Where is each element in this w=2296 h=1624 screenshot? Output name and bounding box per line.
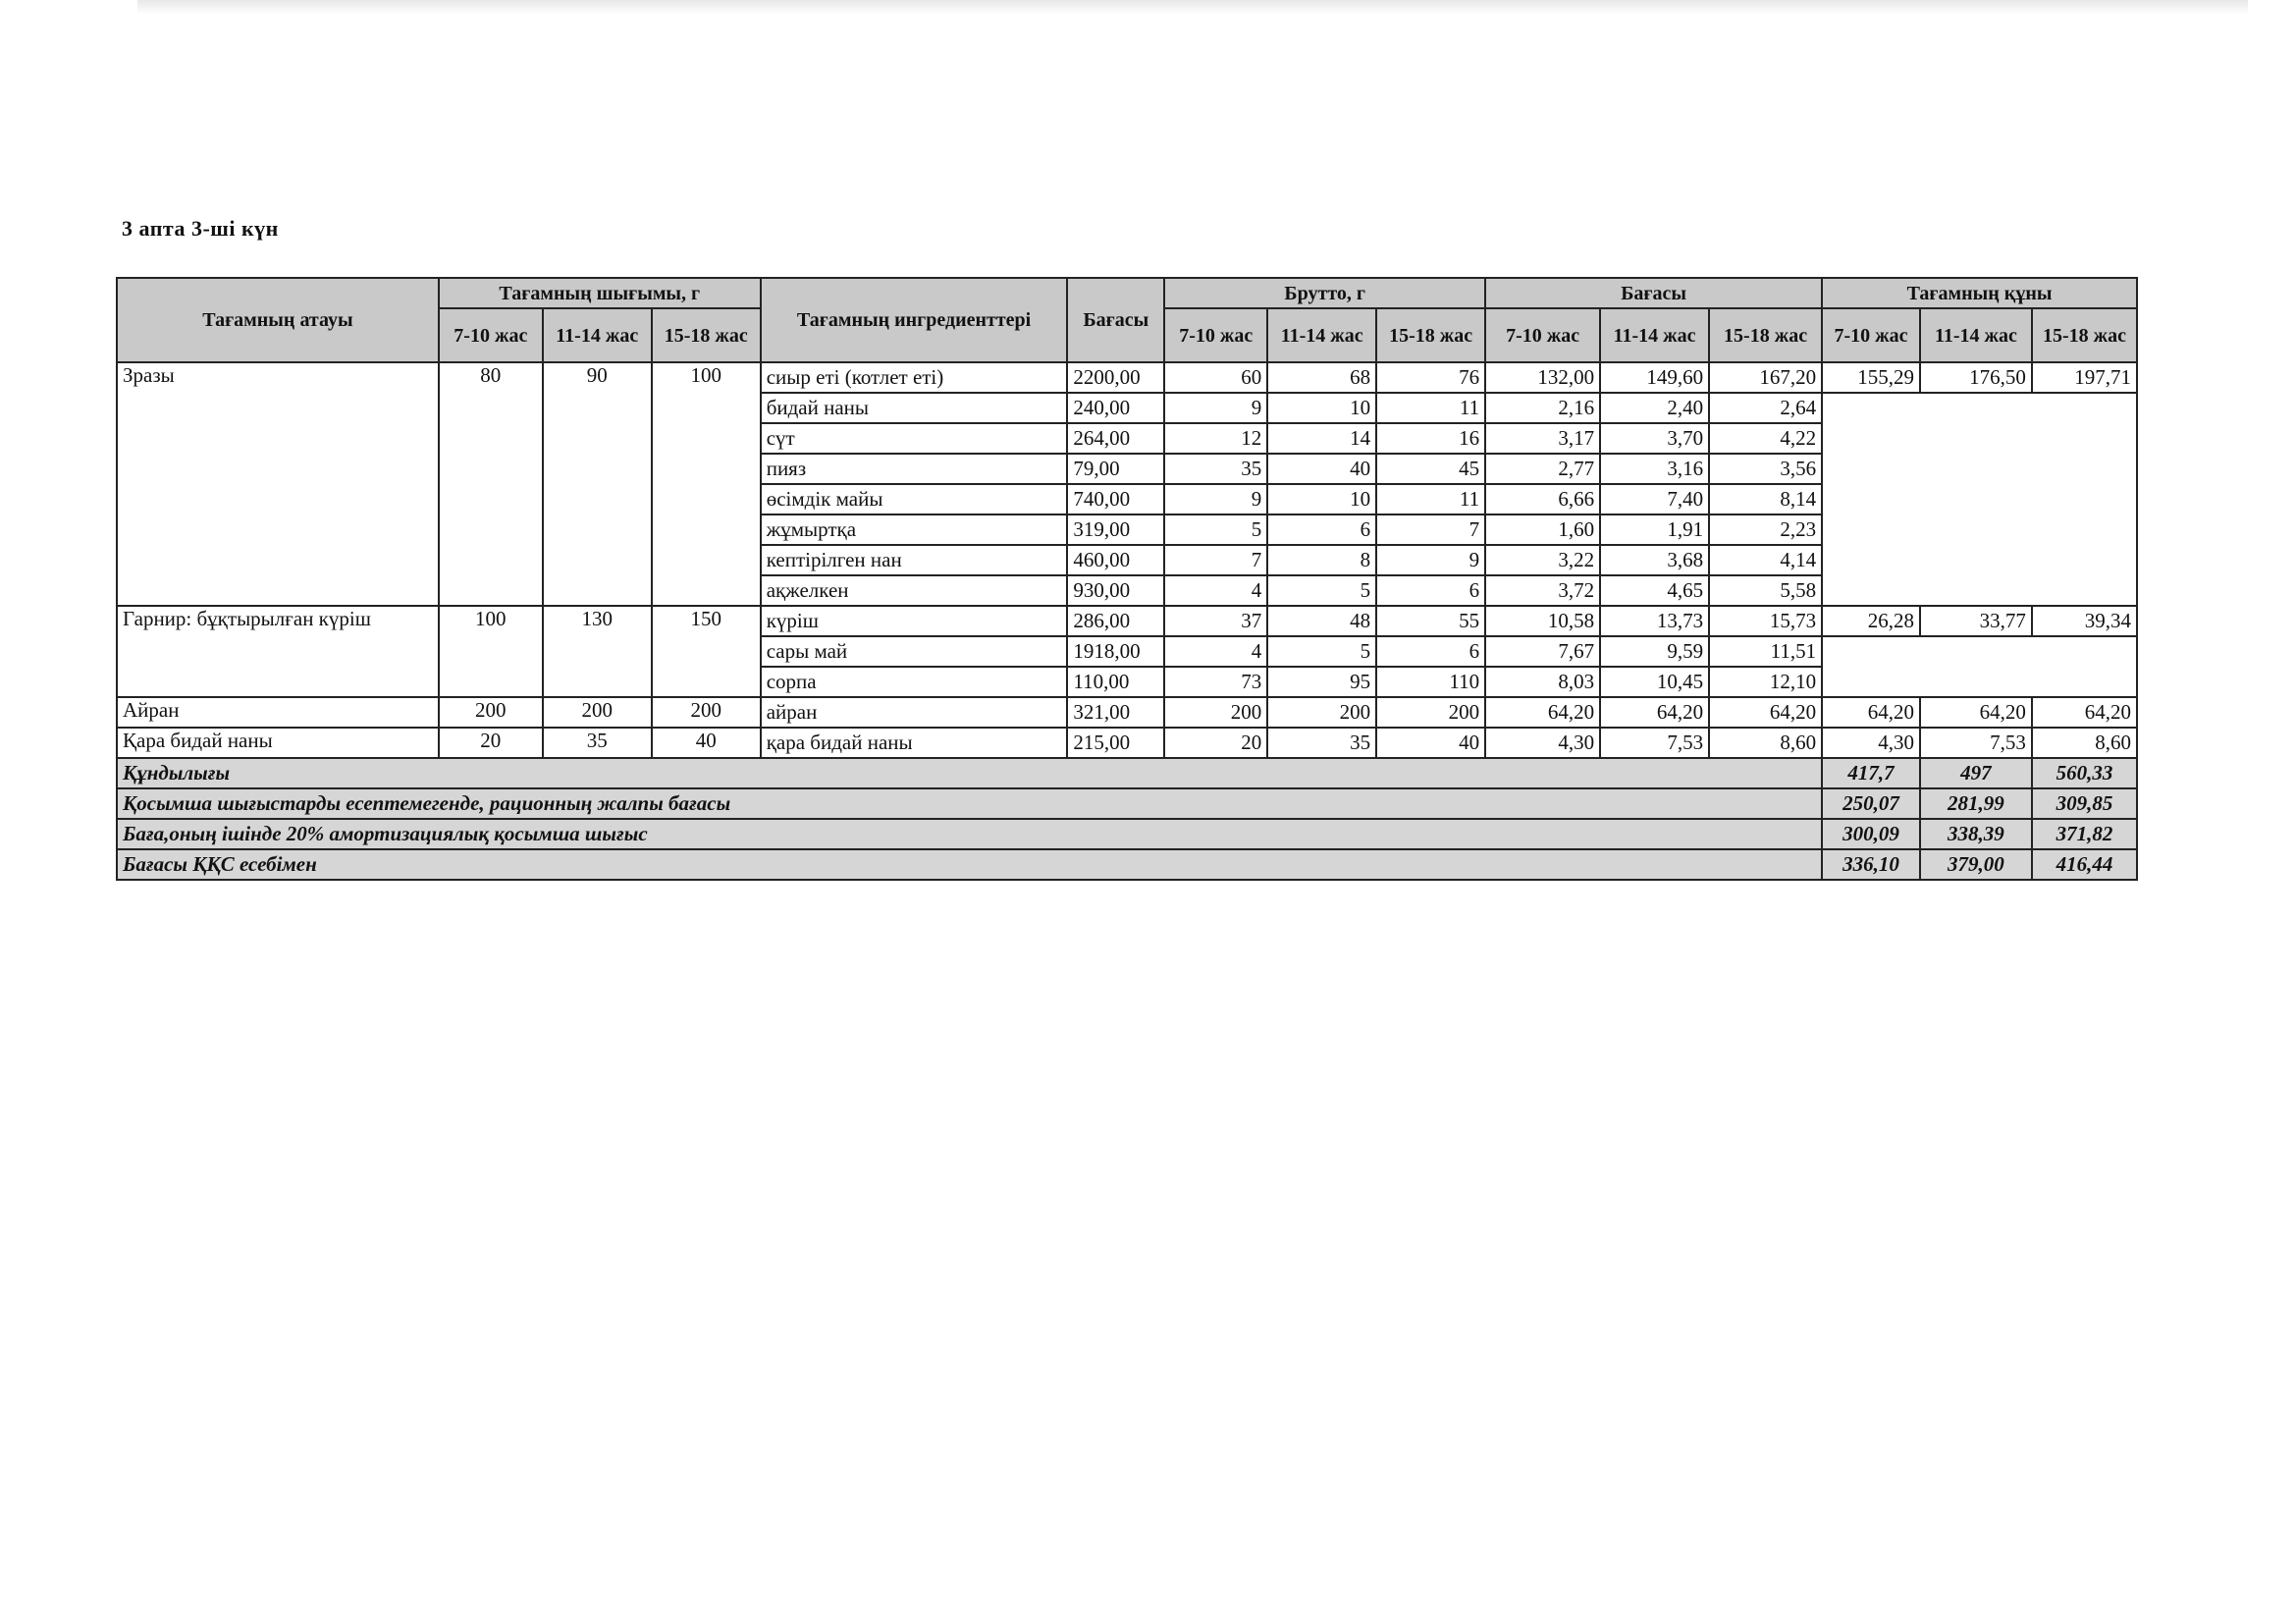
yield-cell: 150 (652, 606, 761, 697)
yield-cell: 20 (439, 728, 543, 758)
age-header: 11-14 жас (1267, 308, 1376, 362)
yield-cell: 35 (543, 728, 652, 758)
brutto-cell: 37 (1164, 606, 1267, 636)
brutto-cell: 48 (1267, 606, 1376, 636)
brutto-cell: 68 (1267, 362, 1376, 393)
dish-name-cell: Гарнир: бұқтырылған күріш (117, 606, 439, 697)
empty-cell (1920, 667, 2032, 697)
brutto-cell: 60 (1164, 362, 1267, 393)
cost-cell: 2,77 (1485, 454, 1600, 484)
price-cell: 286,00 (1067, 606, 1164, 636)
empty-cell (1920, 636, 2032, 667)
cost-cell: 13,73 (1600, 606, 1709, 636)
ingredient-name-cell: бидай наны (761, 393, 1068, 423)
empty-cell (1920, 545, 2032, 575)
cost-cell: 64,20 (1600, 697, 1709, 728)
empty-cell (1920, 423, 2032, 454)
brutto-cell: 40 (1376, 728, 1485, 758)
empty-cell (2032, 393, 2137, 423)
yield-cell: 90 (543, 362, 652, 606)
cost-cell: 3,16 (1600, 454, 1709, 484)
brutto-cell: 8 (1267, 545, 1376, 575)
ingredient-name-cell: күріш (761, 606, 1068, 636)
brutto-cell: 5 (1267, 636, 1376, 667)
summary-label: Бағасы ҚҚС есебімен (117, 849, 1822, 880)
ingredient-name-cell: сүт (761, 423, 1068, 454)
price-cell: 460,00 (1067, 545, 1164, 575)
age-header: 15-18 жас (652, 308, 761, 362)
price-cell: 2200,00 (1067, 362, 1164, 393)
empty-cell (2032, 545, 2137, 575)
ingredient-name-cell: айран (761, 697, 1068, 728)
summary-row (117, 758, 2137, 788)
value-cell: 4,30 (1822, 728, 1920, 758)
summary-value: 300,09 (1822, 819, 1920, 849)
cost-cell: 64,20 (1485, 697, 1600, 728)
empty-cell (1920, 454, 2032, 484)
value-cell: 39,34 (2032, 606, 2137, 636)
brutto-cell: 110 (1376, 667, 1485, 697)
cost-cell: 3,68 (1600, 545, 1709, 575)
empty-cell (1822, 514, 1920, 545)
cost-cell: 12,10 (1709, 667, 1822, 697)
empty-cell (1822, 636, 1920, 667)
age-header: 7-10 жас (439, 308, 543, 362)
dish-name-cell: Айран (117, 697, 439, 728)
brutto-cell: 95 (1267, 667, 1376, 697)
cost-cell: 8,03 (1485, 667, 1600, 697)
cost-cell: 3,70 (1600, 423, 1709, 454)
brutto-cell: 35 (1164, 454, 1267, 484)
price-cell: 215,00 (1067, 728, 1164, 758)
price-cell: 110,00 (1067, 667, 1164, 697)
age-header: 15-18 жас (1376, 308, 1485, 362)
brutto-cell: 11 (1376, 393, 1485, 423)
brutto-cell: 4 (1164, 575, 1267, 606)
price-cell: 740,00 (1067, 484, 1164, 514)
value-cell: 155,29 (1822, 362, 1920, 393)
age-header: 11-14 жас (1920, 308, 2032, 362)
yield-cell: 100 (652, 362, 761, 606)
value-cell: 33,77 (1920, 606, 2032, 636)
cost-cell: 4,14 (1709, 545, 1822, 575)
age-header: 11-14 жас (543, 308, 652, 362)
empty-cell (1920, 514, 2032, 545)
yield-cell: 130 (543, 606, 652, 697)
brutto-cell: 76 (1376, 362, 1485, 393)
cost-cell: 167,20 (1709, 362, 1822, 393)
price-cell: 240,00 (1067, 393, 1164, 423)
age-header: 15-18 жас (1709, 308, 1822, 362)
brutto-cell: 10 (1267, 484, 1376, 514)
value-cell: 64,20 (1920, 697, 2032, 728)
price-header: Бағасы (1067, 278, 1164, 362)
brutto-cell: 55 (1376, 606, 1485, 636)
price-cell: 930,00 (1067, 575, 1164, 606)
summary-row (117, 849, 2137, 880)
brutto-cell: 6 (1267, 514, 1376, 545)
brutto-cell: 16 (1376, 423, 1485, 454)
brutto-cell: 20 (1164, 728, 1267, 758)
cost-cell: 3,72 (1485, 575, 1600, 606)
yield-cell: 200 (652, 697, 761, 728)
yield-cell: 80 (439, 362, 543, 606)
brutto-cell: 200 (1376, 697, 1485, 728)
brutto-cell: 200 (1267, 697, 1376, 728)
brutto-cell: 5 (1267, 575, 1376, 606)
brutto-cell: 9 (1164, 484, 1267, 514)
summary-value: 338,39 (1920, 819, 2032, 849)
summary-label: Қосымша шығыстарды есептемегенде, рационның жалпы бағасы (117, 788, 1822, 819)
cost-cell: 7,53 (1600, 728, 1709, 758)
value-cell: 176,50 (1920, 362, 2032, 393)
summary-value: 417,7 (1822, 758, 1920, 788)
empty-cell (1822, 393, 1920, 423)
value-cell: 26,28 (1822, 606, 1920, 636)
brutto-group-header: Брутто, г (1164, 278, 1485, 308)
price-cell: 1918,00 (1067, 636, 1164, 667)
brutto-cell: 9 (1376, 545, 1485, 575)
table-row (117, 362, 2137, 393)
empty-cell (1920, 484, 2032, 514)
dish-name-cell: Қара бидай наны (117, 728, 439, 758)
cost-cell: 64,20 (1709, 697, 1822, 728)
empty-cell (2032, 575, 2137, 606)
brutto-cell: 35 (1267, 728, 1376, 758)
table-row (117, 728, 2137, 758)
brutto-cell: 45 (1376, 454, 1485, 484)
summary-value: 281,99 (1920, 788, 2032, 819)
cost-cell: 7,40 (1600, 484, 1709, 514)
yield-cell: 200 (439, 697, 543, 728)
cost-cell: 4,65 (1600, 575, 1709, 606)
cost-cell: 9,59 (1600, 636, 1709, 667)
price-cell: 319,00 (1067, 514, 1164, 545)
price-cell: 321,00 (1067, 697, 1164, 728)
brutto-cell: 9 (1164, 393, 1267, 423)
ingredient-name-cell: сорпа (761, 667, 1068, 697)
brutto-cell: 12 (1164, 423, 1267, 454)
brutto-cell: 6 (1376, 636, 1485, 667)
yield-cell: 40 (652, 728, 761, 758)
empty-cell (1920, 393, 2032, 423)
cost-cell: 4,22 (1709, 423, 1822, 454)
empty-cell (2032, 514, 2137, 545)
ingredient-name-cell: қара бидай наны (761, 728, 1068, 758)
cost-cell: 4,30 (1485, 728, 1600, 758)
brutto-cell: 40 (1267, 454, 1376, 484)
cost-cell: 11,51 (1709, 636, 1822, 667)
brutto-cell: 14 (1267, 423, 1376, 454)
summary-section (117, 758, 2137, 880)
empty-cell (1822, 484, 1920, 514)
empty-cell (1822, 667, 1920, 697)
brutto-cell: 7 (1164, 545, 1267, 575)
brutto-cell: 6 (1376, 575, 1485, 606)
cost-cell: 1,91 (1600, 514, 1709, 545)
cost-cell: 8,60 (1709, 728, 1822, 758)
value-group-header: Тағамның құны (1822, 278, 2137, 308)
ingredient-name-cell: өсімдік майы (761, 484, 1068, 514)
cost-cell: 149,60 (1600, 362, 1709, 393)
cost-cell: 2,40 (1600, 393, 1709, 423)
cost-cell: 2,64 (1709, 393, 1822, 423)
age-header: 7-10 жас (1485, 308, 1600, 362)
brutto-cell: 11 (1376, 484, 1485, 514)
summary-value: 371,82 (2032, 819, 2137, 849)
brutto-cell: 5 (1164, 514, 1267, 545)
cost-cell: 3,17 (1485, 423, 1600, 454)
empty-cell (1822, 454, 1920, 484)
brutto-cell: 10 (1267, 393, 1376, 423)
empty-cell (2032, 454, 2137, 484)
brutto-cell: 200 (1164, 697, 1267, 728)
ingredient-name-cell: жұмыртқа (761, 514, 1068, 545)
page-title: 3 апта 3-ші күн (122, 216, 279, 241)
cost-cell: 10,45 (1600, 667, 1709, 697)
yield-cell: 200 (543, 697, 652, 728)
empty-cell (1822, 423, 1920, 454)
cost-cell: 2,23 (1709, 514, 1822, 545)
cost-cell: 1,60 (1485, 514, 1600, 545)
value-cell: 64,20 (2032, 697, 2137, 728)
ingredient-name-cell: пияз (761, 454, 1068, 484)
empty-cell (1822, 545, 1920, 575)
ingredients-header: Тағамның ингредиенттері (761, 278, 1068, 362)
empty-cell (2032, 484, 2137, 514)
summary-label: Баға,оның ішінде 20% амортизациялық қосымша шығыс (117, 819, 1822, 849)
age-header: 15-18 жас (2032, 308, 2137, 362)
value-cell: 64,20 (1822, 697, 1920, 728)
empty-cell (2032, 423, 2137, 454)
cost-cell: 6,66 (1485, 484, 1600, 514)
summary-label: Құндылығы (117, 758, 1822, 788)
dish-name-cell: Зразы (117, 362, 439, 606)
brutto-cell: 4 (1164, 636, 1267, 667)
table-header (117, 278, 2137, 362)
summary-value: 416,44 (2032, 849, 2137, 880)
cost-cell: 2,16 (1485, 393, 1600, 423)
menu-table (116, 277, 2138, 881)
table-row (117, 697, 2137, 728)
table-row (117, 606, 2137, 636)
summary-row (117, 788, 2137, 819)
summary-value: 336,10 (1822, 849, 1920, 880)
summary-value: 309,85 (2032, 788, 2137, 819)
price-cell: 79,00 (1067, 454, 1164, 484)
cost-cell: 8,14 (1709, 484, 1822, 514)
yield-cell: 100 (439, 606, 543, 697)
cost-cell: 7,67 (1485, 636, 1600, 667)
summary-value: 379,00 (1920, 849, 2032, 880)
age-header: 7-10 жас (1822, 308, 1920, 362)
summary-row (117, 819, 2137, 849)
cost-group-header: Бағасы (1485, 278, 1822, 308)
ingredient-name-cell: ақжелкен (761, 575, 1068, 606)
ingredient-name-cell: сиыр еті (котлет еті) (761, 362, 1068, 393)
summary-value: 497 (1920, 758, 2032, 788)
scan-artifact (137, 0, 2248, 14)
cost-cell: 10,58 (1485, 606, 1600, 636)
age-header: 11-14 жас (1600, 308, 1709, 362)
dish-name-header: Тағамның атауы (117, 278, 439, 362)
table-body (117, 362, 2137, 758)
ingredient-name-cell: кептірілген нан (761, 545, 1068, 575)
empty-cell (2032, 636, 2137, 667)
value-cell: 7,53 (1920, 728, 2032, 758)
empty-cell (2032, 667, 2137, 697)
price-cell: 264,00 (1067, 423, 1164, 454)
empty-cell (1822, 575, 1920, 606)
cost-cell: 15,73 (1709, 606, 1822, 636)
brutto-cell: 73 (1164, 667, 1267, 697)
summary-value: 560,33 (2032, 758, 2137, 788)
value-cell: 8,60 (2032, 728, 2137, 758)
cost-cell: 3,56 (1709, 454, 1822, 484)
age-header: 7-10 жас (1164, 308, 1267, 362)
yield-group-header: Тағамның шығымы, г (439, 278, 761, 308)
brutto-cell: 7 (1376, 514, 1485, 545)
cost-cell: 132,00 (1485, 362, 1600, 393)
cost-cell: 3,22 (1485, 545, 1600, 575)
cost-cell: 5,58 (1709, 575, 1822, 606)
ingredient-name-cell: сары май (761, 636, 1068, 667)
value-cell: 197,71 (2032, 362, 2137, 393)
summary-value: 250,07 (1822, 788, 1920, 819)
empty-cell (1920, 575, 2032, 606)
